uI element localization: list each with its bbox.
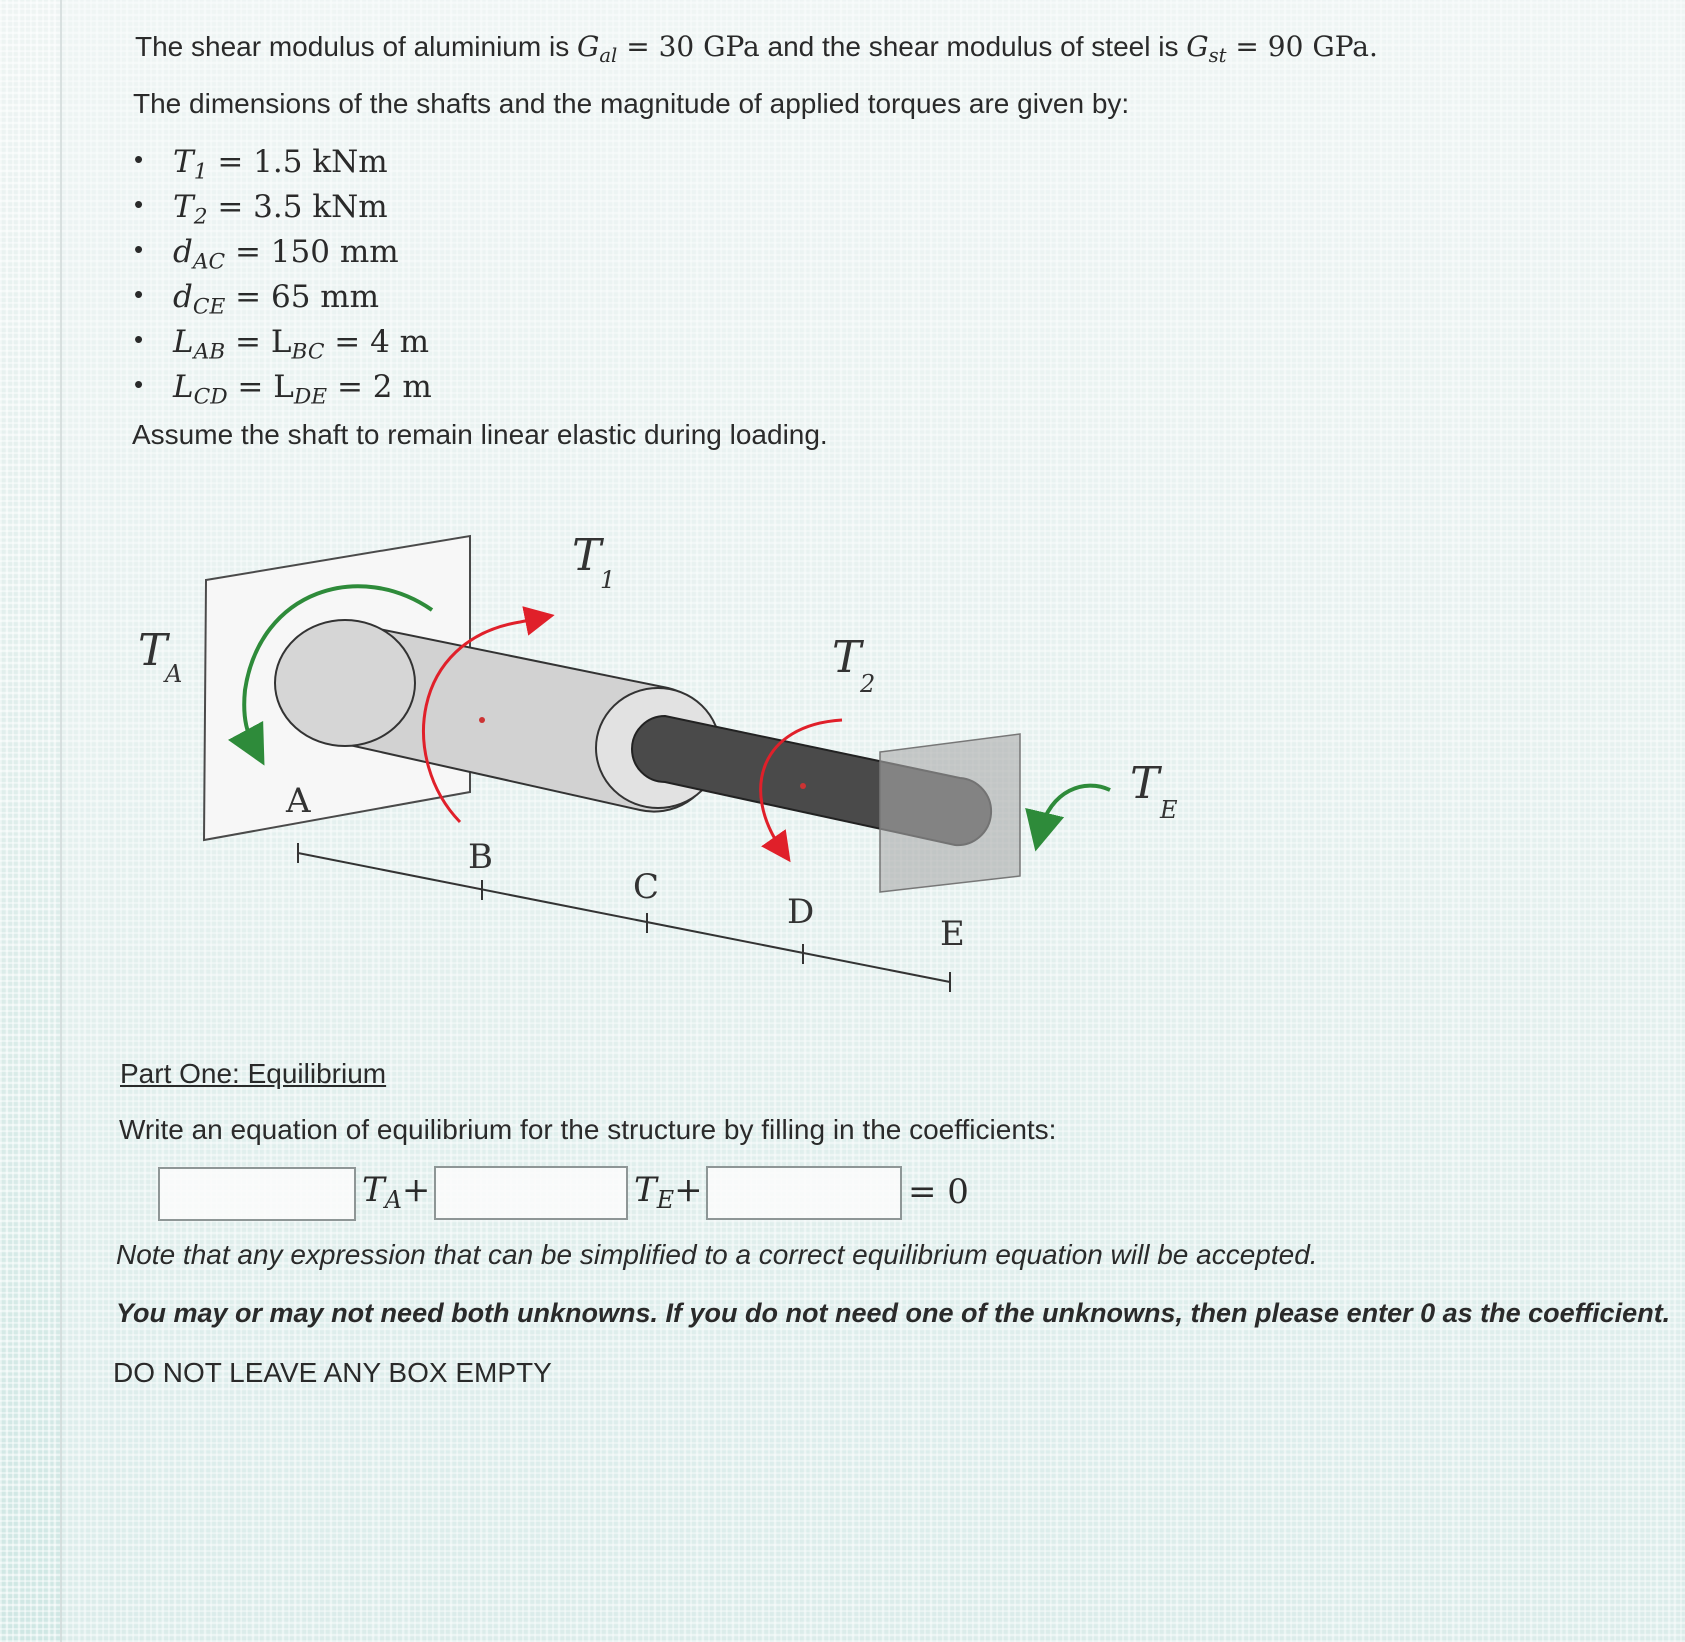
coefficient-ta-input[interactable] xyxy=(158,1167,356,1221)
label-ta: T xyxy=(138,625,168,676)
given-d-ce: • $d_{CE} = 65$ mm xyxy=(128,279,432,324)
given-t2: • $T_2 = 3.5$ kNm xyxy=(128,189,432,234)
point-c: C xyxy=(633,867,660,907)
centroid-marker xyxy=(479,717,485,723)
assumption-text: Assume the shaft to remain linear elastic during loading. xyxy=(132,419,828,450)
term-ta: $T_A+$ xyxy=(362,1170,431,1215)
label-t1: T xyxy=(572,530,602,581)
g-st-value: = 90 GPa. xyxy=(1226,30,1378,63)
label-te: T xyxy=(1130,758,1160,809)
label-t1-sub: 1 xyxy=(600,566,616,594)
dimensions-intro: The dimensions of the shafts and the magnitude of applied torques are given by: xyxy=(133,88,1130,119)
point-e: E xyxy=(940,914,965,954)
given-d-ac: • $d_{AC} = 150$ mm xyxy=(128,234,432,279)
point-d: D xyxy=(787,892,815,932)
statement-text: The shear modulus of aluminium is xyxy=(135,31,577,62)
point-a: A xyxy=(286,781,311,821)
given-t1: • $T_1 = 1.5$ kNm xyxy=(128,144,432,189)
constant-term-input[interactable] xyxy=(706,1166,902,1220)
g-st-subscript: st xyxy=(1208,43,1227,67)
statement-text: and the shear modulus of steel is xyxy=(759,31,1187,62)
instruction-text: Write an equation of equilibrium for the structure by filling in the coefficients: xyxy=(119,1114,1057,1145)
centroid-marker xyxy=(800,783,806,789)
given-l-cd-de: • $L_{CD} = L_{DE} = 2$ m xyxy=(128,369,432,414)
g-al-value: = 30 GPa xyxy=(617,30,760,63)
g-al-subscript: al xyxy=(599,43,618,67)
term-te: $T_E+$ xyxy=(634,1170,703,1215)
dimension-line xyxy=(298,853,950,982)
point-b: B xyxy=(468,837,493,877)
caps-notice: DO NOT LEAVE ANY BOX EMPTY xyxy=(113,1357,552,1388)
part-one-heading: Part One: Equilibrium xyxy=(120,1058,387,1089)
shaft-end-a xyxy=(275,620,415,746)
coefficient-te-input[interactable] xyxy=(434,1166,628,1220)
label-ta-sub: A xyxy=(165,660,183,688)
torque-te-arrow xyxy=(1040,786,1110,832)
label-t2-sub: 2 xyxy=(860,670,876,698)
g-al-symbol: G xyxy=(576,30,600,63)
equation-rhs: = 0 xyxy=(908,1172,969,1212)
note-text: Note that any expression that can be simplified to a correct equilibrium equation will be accepted. xyxy=(116,1239,1318,1270)
right-wall xyxy=(880,734,1020,892)
label-t2: T xyxy=(832,632,862,683)
g-st-symbol: G xyxy=(1186,30,1209,63)
warning-text: You may or may not need both unknowns. If you do not need one of the unknowns, then please enter 0 as the coefficient. xyxy=(116,1298,1671,1328)
label-te-sub: E xyxy=(1160,796,1178,824)
given-l-ab-bc: • $L_{AB} = L_{BC} = 4$ m xyxy=(128,324,432,369)
